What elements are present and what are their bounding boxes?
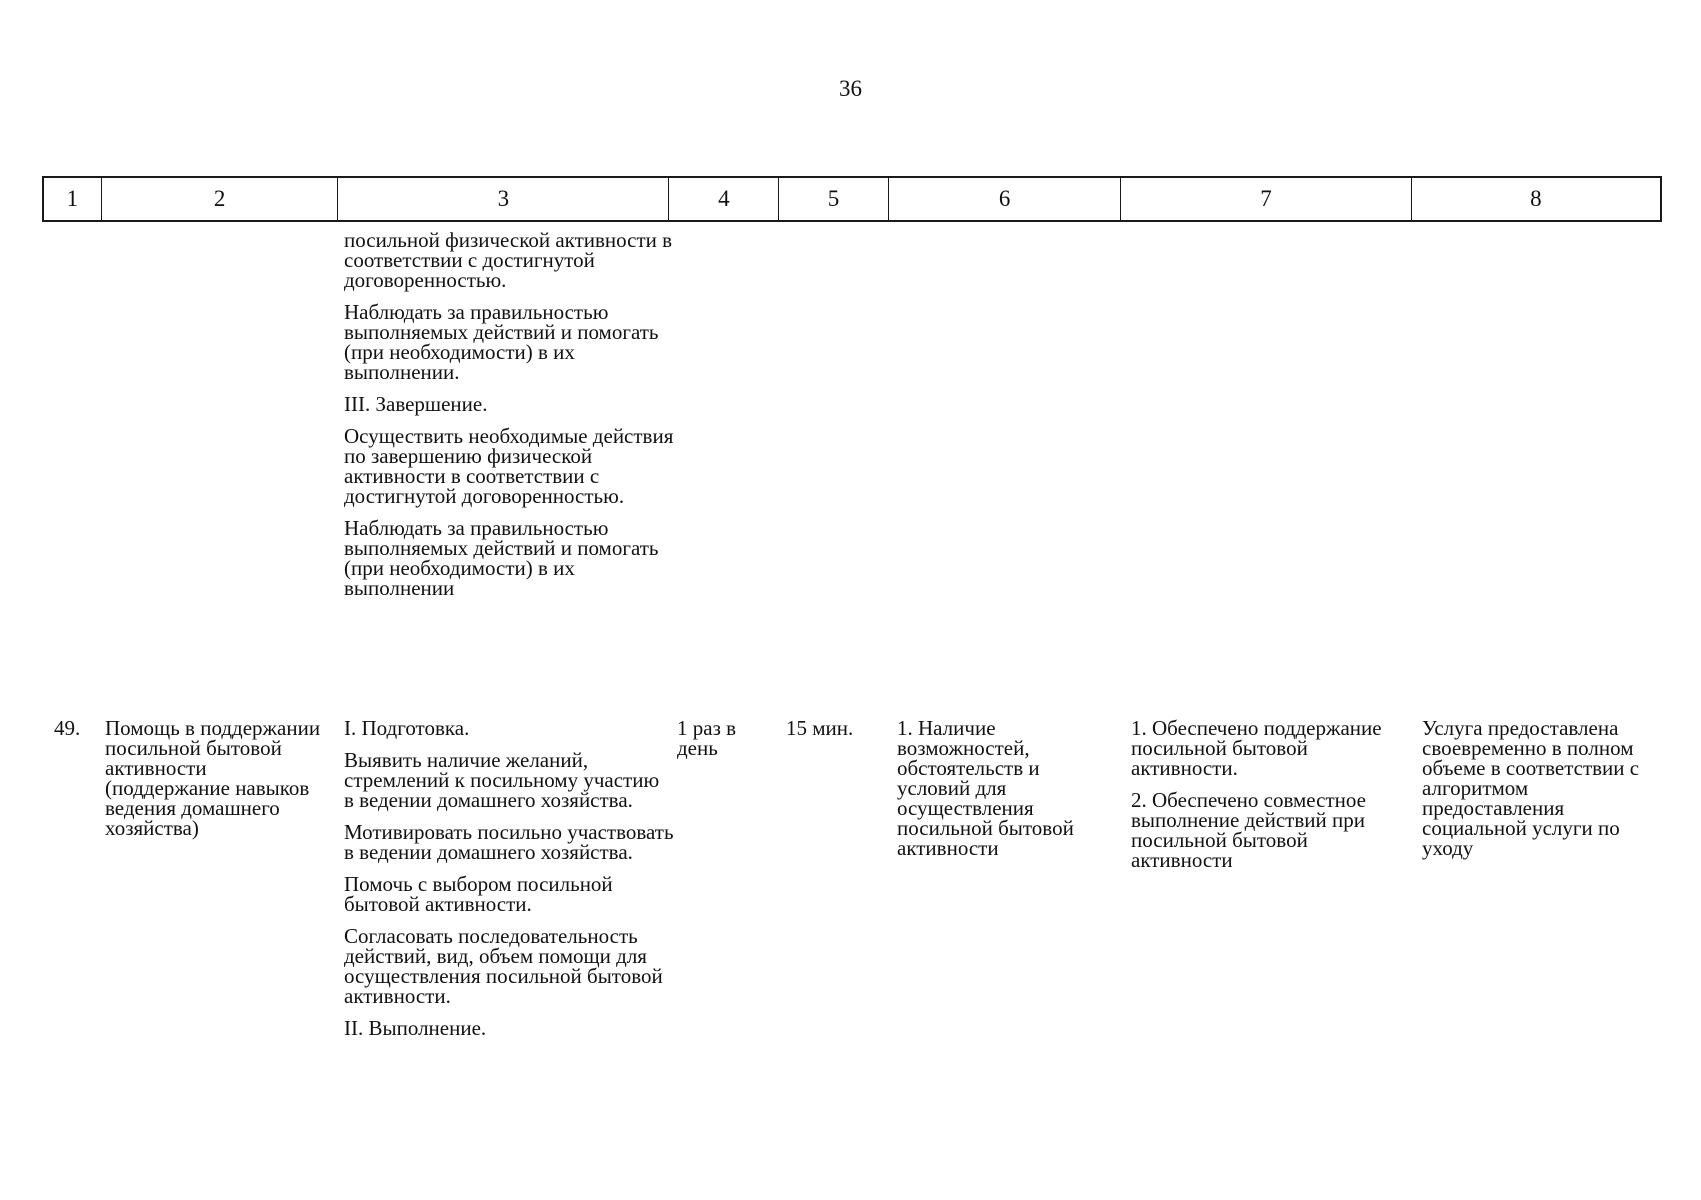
header-cell-8: 8 [1530, 186, 1542, 211]
header-cell-4: 4 [669, 178, 779, 220]
text-paragraph: 1. Обеспечено поддержание посильной бытовой активности. [1131, 716, 1382, 780]
text-paragraph: Помочь с выбором посильной бытовой активности. [344, 872, 613, 916]
header-cell-6: 6 [889, 178, 1121, 220]
page-number: 36 [839, 76, 862, 101]
conditions [897, 718, 1117, 858]
text-paragraph: 15 мин. [786, 716, 854, 740]
header-cell-5: 5 [779, 178, 889, 220]
column-number-header [42, 176, 1662, 222]
text-paragraph: Мотивировать посильно участвовать в ведении домашнего хозяйства. [344, 820, 674, 864]
text-paragraph: Наблюдать за правильностью выполняемых действий и помогать (при необходимости) в их выполнении [344, 516, 659, 600]
text-paragraph: I. Подготовка. [344, 716, 470, 740]
header-cell-2: 2 [102, 178, 338, 220]
duration [786, 718, 886, 738]
text-paragraph: Помощь в поддержании посильной бытовой активности (поддержание навыков ведения домашнего хозяйства) [105, 716, 321, 840]
header-cell-1: 1 [44, 178, 102, 220]
frequency [677, 718, 759, 758]
text-paragraph: 1. Наличие возможностей, обстоятельств и условий для осуществления посильной бытовой активности [897, 716, 1074, 860]
service-name [105, 718, 323, 838]
row-number: 49. [54, 716, 81, 740]
text-paragraph: II. Выполнение. [344, 1016, 487, 1040]
text-paragraph: 2. Обеспечено совместное выполнение действий при посильной бытовой активности [1131, 788, 1366, 872]
service-steps [344, 718, 674, 1038]
header-cell-3: 3 [338, 178, 669, 220]
text-paragraph: Осуществить необходимые действия по завершению физической активности в соответствии с достигнутой договоренностью. [344, 424, 674, 508]
text-paragraph: Согласовать последовательность действий, вид, объем помощи для осуществления посильной бытовой активности. [344, 924, 663, 1008]
text-paragraph: III. Завершение. [344, 392, 488, 416]
text-paragraph: Выявить наличие желаний, стремлений к посильному участию в ведении домашнего хозяйства. [344, 748, 660, 812]
text-paragraph: Наблюдать за правильностью выполняемых действий и помогать (при необходимости) в их выполнении. [344, 300, 659, 384]
text-paragraph: 1 раз в день [677, 716, 737, 760]
quality-assessment [1422, 718, 1664, 858]
text-paragraph: посильной физической активности в соответствии с достигнутой договоренностью. [344, 228, 673, 292]
header-cell-7: 7 [1121, 178, 1411, 220]
continuation-col3 [344, 230, 674, 598]
results [1131, 718, 1413, 870]
text-paragraph: Услуга предоставлена своевременно в полном объеме в соответствии с алгоритмом предоставления социальной услуги по уходу [1422, 716, 1640, 860]
